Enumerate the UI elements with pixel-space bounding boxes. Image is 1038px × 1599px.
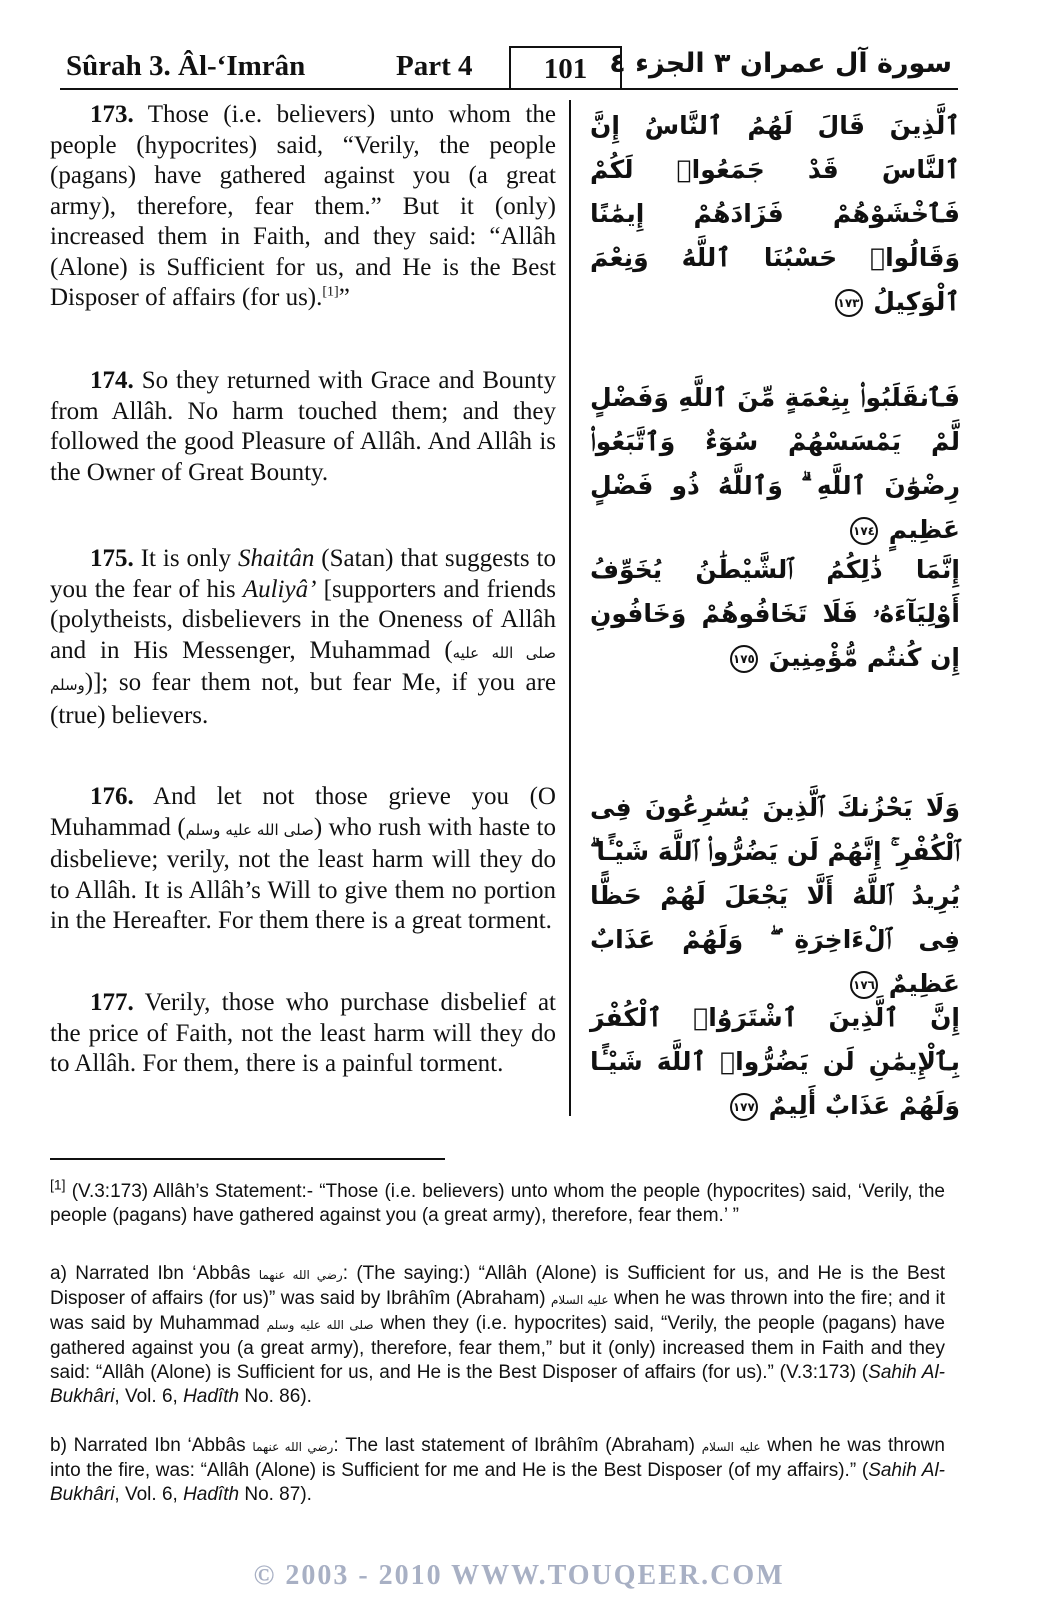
hadith-label: Hadîth bbox=[183, 1386, 240, 1407]
salawat-glyph: صلى الله عليه وسلم bbox=[185, 820, 314, 839]
verse-italic: Auliyâ’ bbox=[242, 575, 317, 603]
ayah-marker-icon: ١٧٤ bbox=[850, 517, 878, 545]
footnote-text: b) Narrated Ibn ‘Abbâs bbox=[50, 1435, 253, 1456]
verse-text: Verily, those who purchase disbelief at the price of Faith, not the least harm will they do to Allâh. For them, there is a painful torment. bbox=[50, 989, 556, 1077]
footnote-ref[interactable]: [1] bbox=[322, 284, 339, 300]
salawat-glyph: صلى الله عليه وسلم bbox=[266, 1318, 374, 1332]
verse-text: And let not those grieve you (O Muhammad bbox=[50, 783, 556, 841]
verse-number: 175. bbox=[90, 545, 134, 572]
copyright-watermark: © 2003 - 2010 WWW.TOUQEER.COM bbox=[253, 1560, 785, 1591]
footnote-text: when they (i.e. hypocrites) said, “Verily, the people (pagans) have gathered against you (a great army), therefore, fear them,” but it (only) increased them in Faith and they said: “Allâh (Alone) is Sufficient for us, and He is the Best Disposer of affairs (for us).” (V.3:173) ( bbox=[50, 1313, 945, 1383]
footnote-b bbox=[50, 1434, 945, 1507]
part-label: Part 4 bbox=[396, 50, 473, 82]
footnote-rule bbox=[50, 1158, 445, 1160]
verse-text: So they returned with Grace and Bounty from Allâh. No harm touched them; and they followed the good Pleasure of Allâh. And Allâh is the Owner of Great Bounty. bbox=[50, 367, 556, 486]
ayah-marker-icon: ١٧٣ bbox=[835, 289, 863, 317]
radi-glyph: رضي الله عنهما bbox=[252, 1440, 334, 1454]
ayah-marker-icon: ١٧٦ bbox=[850, 971, 878, 999]
arabic-verse-177 bbox=[590, 996, 960, 1128]
verse-175: 175. It is only Shaitân (Satan) that suggests to you the fear of his Auliyâ’ [supporters and friends (polytheists, disbelievers in the Oneness of Allâh and in His Messenger, Muhammad (صلى الله عليه وسلم)]; so fear them not, but fear Me, if you are (true) believers. bbox=[50, 545, 556, 729]
salawat-glyph: صلى الله عليه وسلم bbox=[50, 643, 556, 694]
verse-text: )]; so fear them not, but fear Me, if you are (true) believers. bbox=[50, 669, 556, 729]
footnote-text: , Vol. 6, bbox=[114, 1386, 184, 1407]
source-title: Sahih Al-Bukhâri bbox=[50, 1362, 946, 1407]
footnote-text: when he was thrown into the fire, was: “Allâh (Alone) is Sufficient for me and He is the Best Disposer (of my affairs).” ( bbox=[50, 1435, 945, 1481]
arabic-text: إِنَّ ٱلَّذِينَ ٱشْتَرَوُا۟ ٱلْكُفْرَ بِٱلْإِيمَٰنِ لَن يَضُرُّوا۟ ٱللَّهَ شَيْـًٔا وَلَهُمْ عَذَابٌ أَلِيمٌ bbox=[590, 1003, 960, 1120]
verse-number: 174. bbox=[90, 367, 134, 394]
footnote-text: : (The saying:) “Allâh (Alone) is Sufficient for us, and He is the Best Disposer of affairs (for us)” was said by Ibrâhîm (Abraham) bbox=[50, 1263, 946, 1309]
verse-text: ) who rush with haste to disbelieve; verily, not the least harm will they do to Allâh. It is Allâh’s Will to give them no portion in the Hereafter. For them there is a great torment. bbox=[50, 813, 556, 934]
verse-text: Those (i.e. believers) unto whom the people (hypocrites) said, “Verily, the people (pagans) have gathered against you (a great army), therefore, fear them.” But it (only) increased them in Faith, and they said: “Allâh (Alone) is Sufficient for us, and He is the Best Disposer of affairs (for us). bbox=[50, 101, 556, 311]
arabic-text: فَٱنقَلَبُوا۟ بِنِعْمَةٍ مِّنَ ٱللَّهِ وَفَضْلٍ لَّمْ يَمْسَسْهُمْ سُوٓءٌ وَٱتَّبَعُوا۟ رِضْوَٰنَ ٱللَّهِ ۗ وَٱللَّهُ ذُو فَضْلٍ عَظِيمٍ bbox=[590, 383, 960, 544]
arabic-verse-174 bbox=[590, 376, 960, 552]
arabic-verse-176 bbox=[590, 786, 960, 1006]
page-header bbox=[60, 44, 958, 94]
column-divider bbox=[569, 100, 571, 1116]
footnote-text: No. 86). bbox=[239, 1386, 312, 1407]
verse-italic: Shaitân bbox=[237, 545, 315, 572]
verse-173 bbox=[50, 100, 556, 314]
footnote-text: a) Narrated Ibn ‘Abbâs bbox=[50, 1263, 259, 1284]
surah-title: Sûrah 3. Âl-‘Imrân bbox=[66, 50, 306, 82]
arabic-verse-175 bbox=[590, 548, 960, 680]
ayah-marker-icon: ١٧٥ bbox=[730, 645, 758, 673]
source-title: Sahih Al-Bukhâri bbox=[50, 1460, 945, 1505]
page-number: 101 bbox=[509, 46, 622, 88]
footnote-text: No. 87). bbox=[239, 1484, 312, 1505]
hadith-label: Hadîth bbox=[183, 1484, 240, 1505]
closing-quote: ” bbox=[338, 284, 350, 311]
alayhi-glyph: عليه السلام bbox=[551, 1293, 609, 1307]
verse-text: [supporters and friends (polytheists, disbelievers in the Oneness of Allâh and in His Messenger, Muhammad bbox=[50, 575, 556, 664]
ayah-marker-icon: ١٧٧ bbox=[730, 1093, 758, 1121]
arabic-text: ٱلَّذِينَ قَالَ لَهُمُ ٱلنَّاسُ إِنَّ ٱلنَّاسَ قَدْ جَمَعُوا۟ لَكُمْ فَٱخْشَوْهُمْ فَزَادَهُمْ إِيمَٰنًا وَقَالُوا۟ حَسْبُنَا ٱللَّهُ وَنِعْمَ ٱلْوَكِيلُ bbox=[590, 111, 960, 316]
footnote-text: , Vol. 6, bbox=[114, 1484, 184, 1505]
footnote-text: when he was thrown into the fire; and it was said by Muhammad bbox=[50, 1288, 945, 1334]
verse-number: 177. bbox=[90, 989, 134, 1016]
arabic-text: إِنَّمَا ذَٰلِكُمُ ٱلشَّيْطَٰنُ يُخَوِّفُ أَوْلِيَآءَهُۥ فَلَا تَخَافُوهُمْ وَخَافُونِ إِن كُنتُم مُّؤْمِنِينَ bbox=[590, 555, 960, 672]
footnote-intro bbox=[50, 1176, 945, 1228]
footnote-marker: [1] bbox=[50, 1176, 66, 1193]
alayhi-glyph: عليه السلام bbox=[701, 1440, 761, 1454]
verse-number: 173. bbox=[90, 101, 134, 128]
radi-glyph: رضي الله عنهما bbox=[258, 1268, 343, 1282]
header-rule bbox=[60, 88, 958, 90]
arabic-header: سورة آل عمران ٣ الجزء ٤ bbox=[609, 48, 952, 79]
arabic-verse-173 bbox=[590, 104, 960, 324]
verse-text: (Satan) that suggests to you the fear of his bbox=[50, 545, 556, 603]
verse-177 bbox=[50, 988, 556, 1080]
footnote-a bbox=[50, 1262, 945, 1409]
arabic-text: وَلَا يَحْزُنكَ ٱلَّذِينَ يُسَٰرِعُونَ فِى ٱلْكُفْرِ ۚ إِنَّهُمْ لَن يَضُرُّوا۟ ٱللَّهَ شَيْـًٔا ۗ يُرِيدُ ٱللَّهُ أَلَّا يَجْعَلَ لَهُمْ حَظًّا فِى ٱلْءَاخِرَةِ ۖ وَلَهُمْ عَذَابٌ عَظِيمٌ bbox=[590, 793, 960, 998]
verse-text: It is only bbox=[133, 545, 238, 572]
footnote-text: (V.3:173) Allâh’s Statement:- “Those (i.e. believers) unto whom the people (hypocrites) said, ‘Verily, the people (pagans) have gathered against you (a great army), therefore, fear them.’ ” bbox=[50, 1181, 945, 1226]
verse-174 bbox=[50, 366, 556, 488]
verse-176: 176. And let not those grieve you (O Muhammad (صلى الله عليه وسلم) who rush with haste to disbelieve; verily, not the least harm will they do to Allâh. It is Allâh’s Will to give them no portion in the Hereafter. For them there is a great torment. bbox=[50, 783, 556, 934]
footnote-text: : The last statement of Ibrâhîm (Abraham) bbox=[333, 1435, 702, 1456]
verse-number: 176. bbox=[90, 783, 134, 810]
